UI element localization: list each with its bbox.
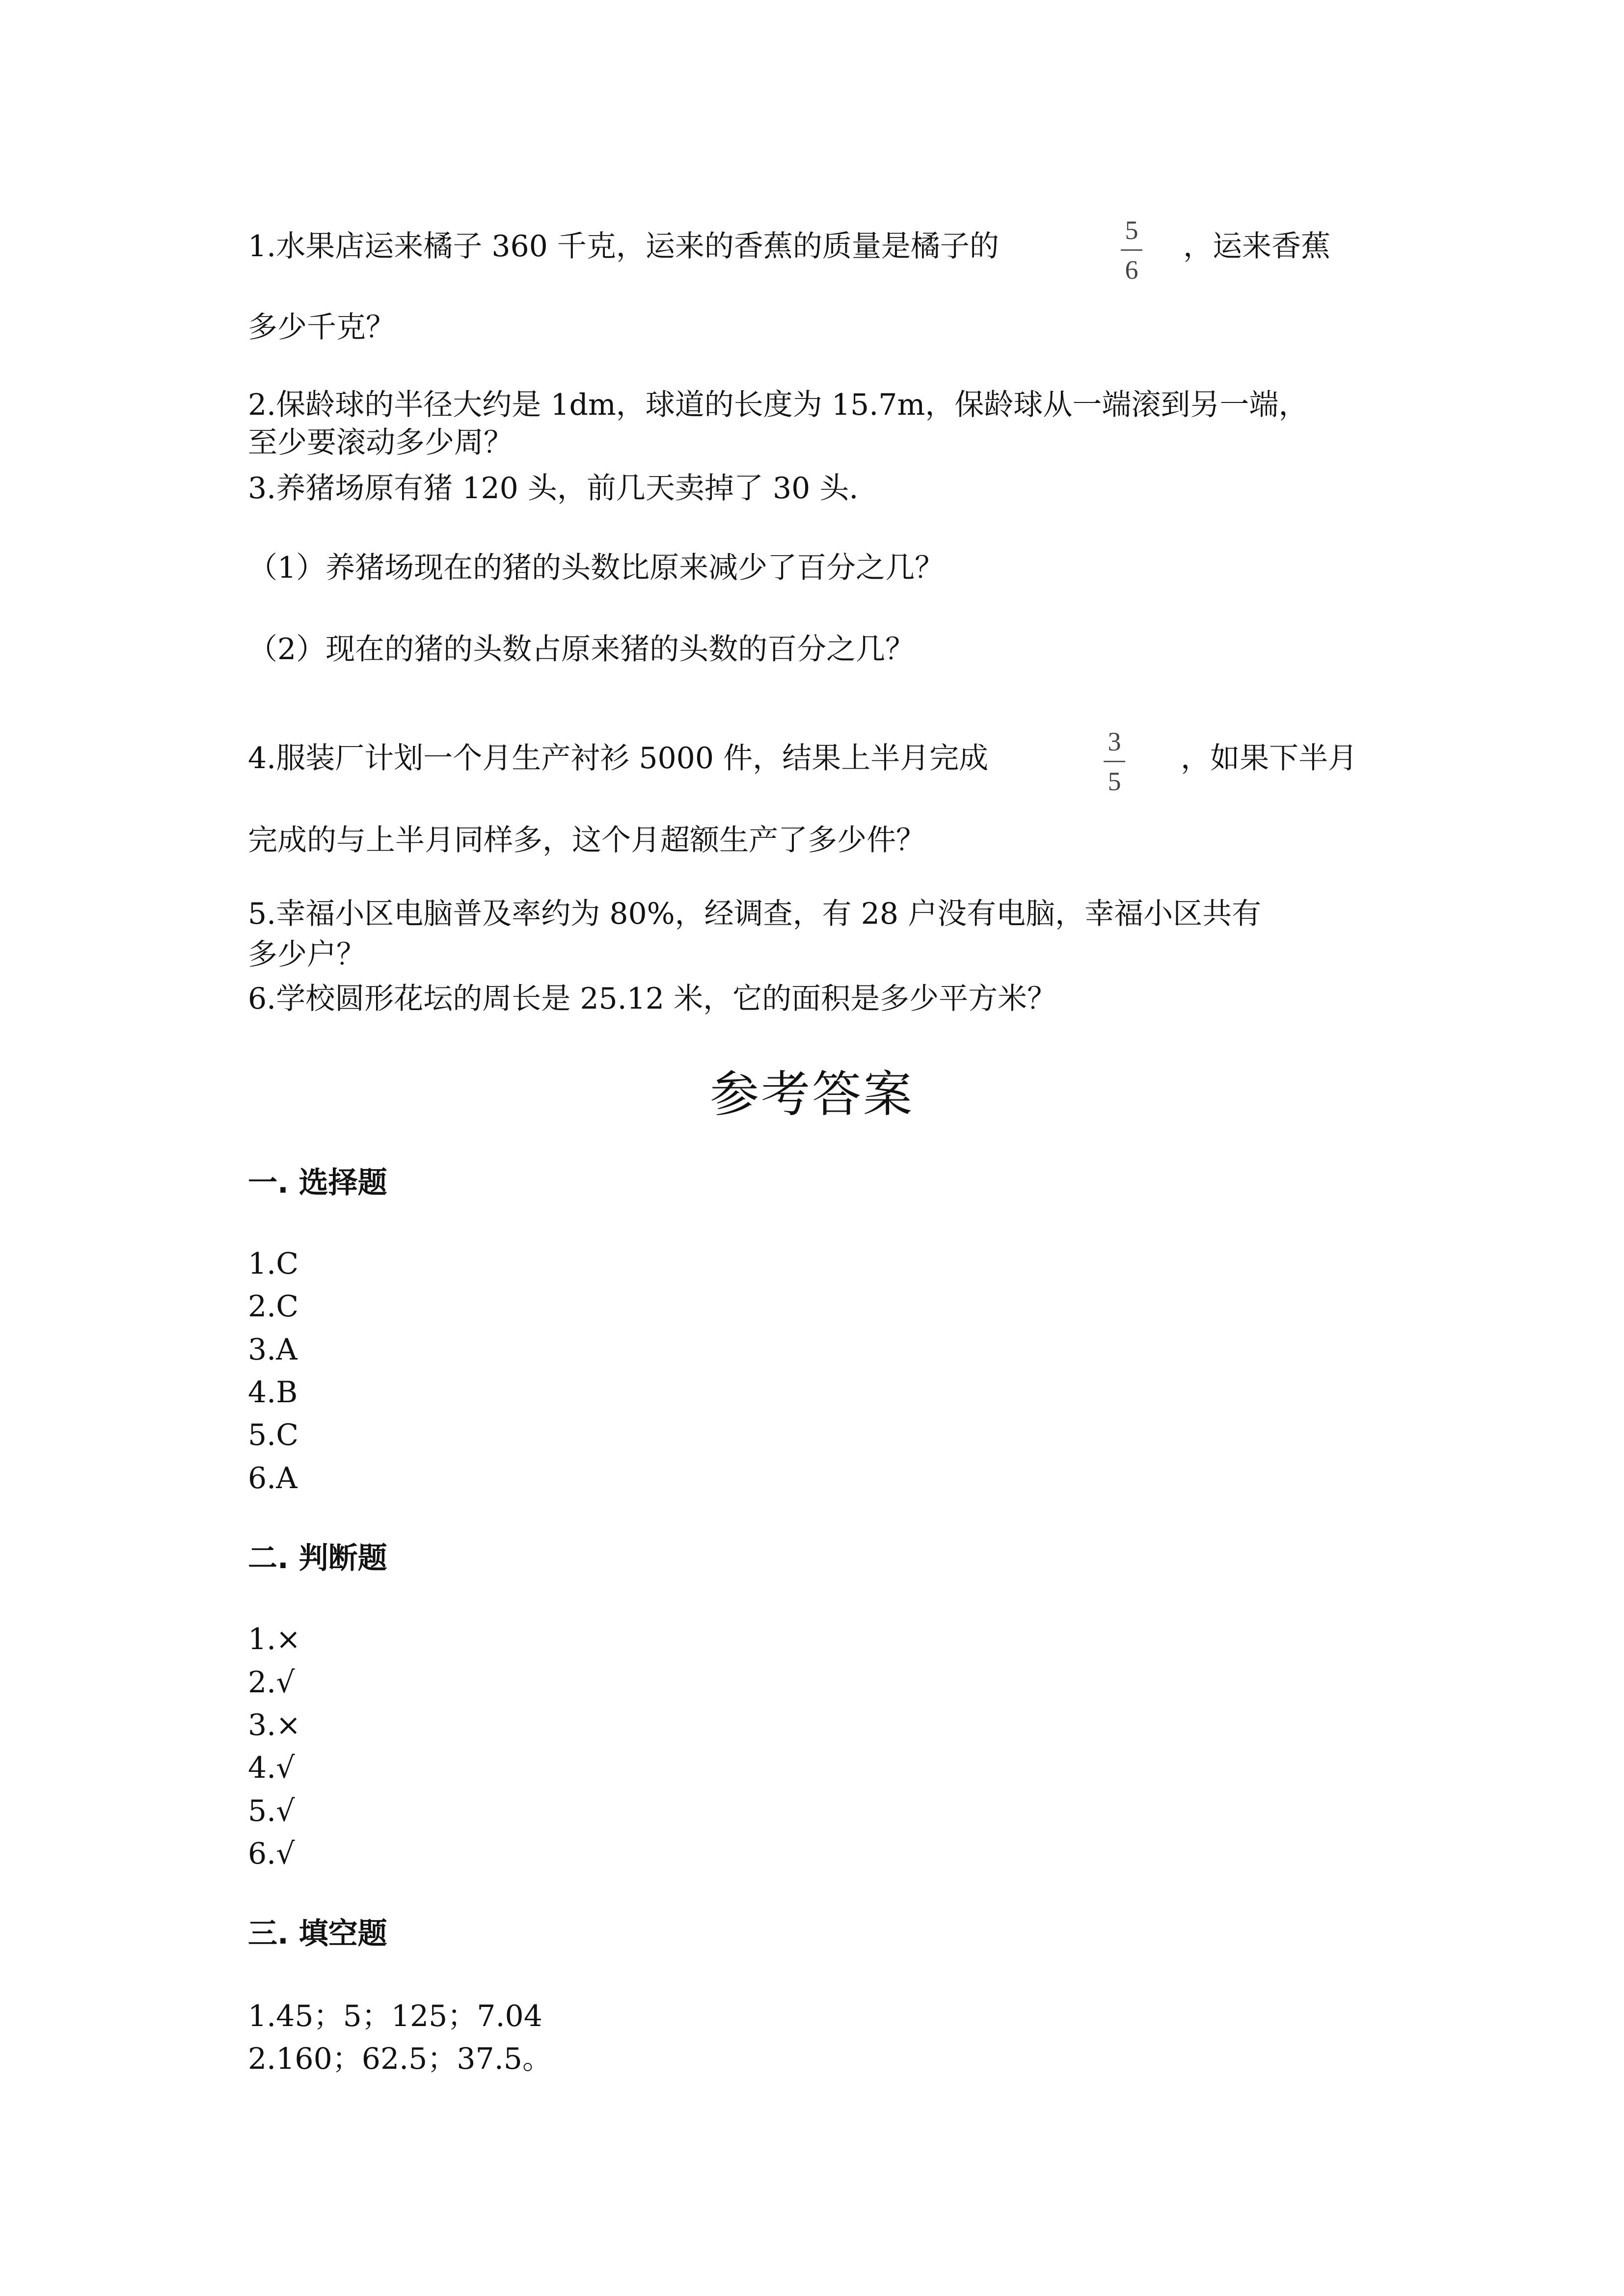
answer-item: 4.√	[248, 1751, 295, 1785]
problem-4-fraction-bar	[1104, 761, 1125, 762]
answer-item: 3.×	[248, 1708, 301, 1742]
answer-item: 1.45；5；125；7.04	[248, 1999, 542, 2033]
answer-item: 5.C	[248, 1418, 299, 1452]
answer-item: 6.A	[248, 1461, 298, 1495]
problem-2-line-1: 2.保龄球的半径大约是 1dm，球道的长度为 15.7m，保龄球从一端滚到另一端，	[248, 388, 1308, 422]
problem-3-sub-question-1: （1）养猪场现在的猪的头数比原来减少了百分之几？	[248, 551, 945, 585]
problem-2-line-2: 至少要滚动多少周？	[248, 426, 513, 460]
problem-4-fraction-denominator: 5	[1108, 767, 1121, 796]
problem-1-fraction	[1114, 215, 1149, 285]
section-heading-fill-in-blank: 三. 填空题	[248, 1917, 387, 1951]
section-heading-multiple-choice: 一. 选择题	[248, 1166, 387, 1200]
problem-1-fraction-bar	[1121, 249, 1142, 251]
problem-1-line-1-part-2: ，运来香蕉	[1183, 229, 1330, 264]
problem-1-fraction-denominator: 6	[1125, 255, 1138, 285]
problem-6-line-1: 6.学校圆形花坛的周长是 25.12 米，它的面积是多少平方米？	[248, 982, 1057, 1016]
section-heading-true-false: 二. 判断题	[248, 1541, 387, 1575]
problem-1-fraction-numerator: 5	[1125, 215, 1138, 245]
answer-item: 1.C	[248, 1247, 299, 1281]
answer-item: 6.√	[248, 1837, 295, 1871]
problem-5-line-1: 5.幸福小区电脑普及率约为 80%，经调查，有 28 户没有电脑，幸福小区共有	[248, 897, 1262, 931]
answer-key-title: 参考答案	[710, 1066, 914, 1123]
answer-item: 5.√	[248, 1794, 295, 1828]
answer-item: 2.C	[248, 1289, 299, 1324]
answer-item: 1.×	[248, 1622, 301, 1656]
problem-4-line-1-part-1: 4.服装厂计划一个月生产衬衫 5000 件，结果上半月完成	[248, 741, 989, 775]
problem-5-line-2: 多少户？	[248, 937, 366, 972]
answer-item: 2.160；62.5；37.5。	[248, 2042, 552, 2076]
problem-4-fraction	[1097, 726, 1132, 797]
problem-4-line-1-part-2: ，如果下半月	[1181, 741, 1357, 775]
problem-3-line-1: 3.养猪场原有猪 120 头，前几天卖掉了 30 头.	[248, 471, 859, 506]
problem-3-sub-question-2: （2）现在的猪的头数占原来猪的头数的百分之几？	[248, 632, 915, 667]
answer-item: 2.√	[248, 1665, 295, 1700]
problem-4-fraction-numerator: 3	[1108, 727, 1121, 756]
answer-item: 3.A	[248, 1333, 298, 1367]
problem-4-line-2: 完成的与上半月同样多，这个月超额生产了多少件？	[248, 823, 925, 857]
problem-1-line-2: 多少千克？	[248, 310, 395, 345]
answer-item: 4.B	[248, 1375, 298, 1410]
problem-1-line-1-part-1: 1.水果店运来橘子 360 千克，运来的香蕉的质量是橘子的	[248, 229, 999, 264]
